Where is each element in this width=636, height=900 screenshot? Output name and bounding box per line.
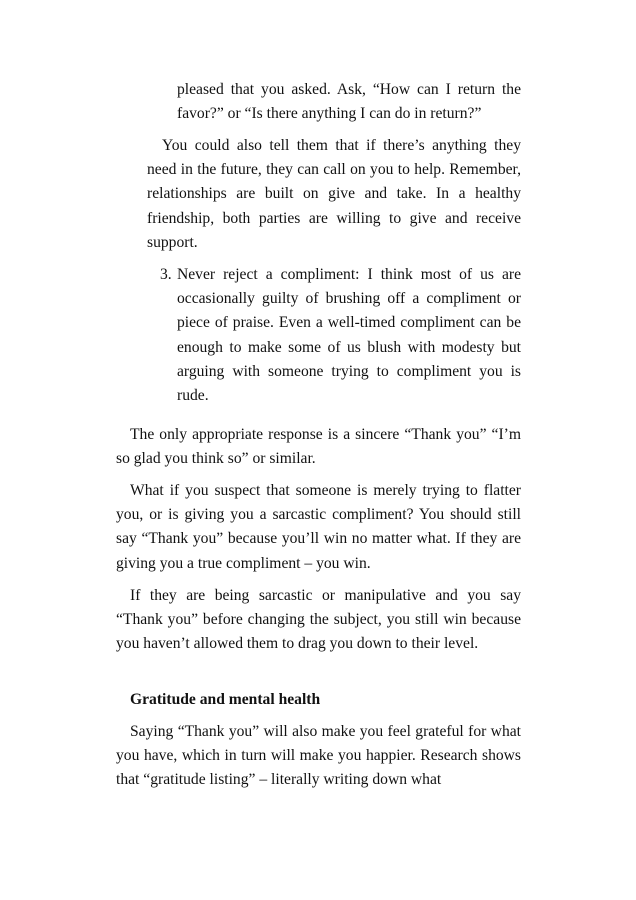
list-item-3 [160,263,521,408]
list-item-number: 3. [160,266,172,283]
body-paragraph-3: If they are being sarcastic or manipulative and you say “Thank you” before changing the subject, you still win because you haven’t allowed them to drag you down to their level. [116,587,521,653]
list-item-text: Never reject a compliment: I think most of us are occasionally guilty of brushing off a compliment or piece of praise. Even a well-timed compliment can be enough to make some of us blush with modesty but arguing with someone trying to compliment you is rude. [177,266,521,405]
section-heading: Gratitude and mental health [130,691,321,708]
body-paragraph-1: The only appropriate response is a sincere “Thank you” “I’m so glad you think so” or similar. [116,426,521,468]
body-paragraph-2: What if you suspect that someone is merely trying to flatter you, or is giving you a sarcastic compliment? You should still say “Thank you” because you’ll win no matter what. If they are giving you a true compliment – you win. [116,482,521,572]
list-item-continuation: pleased that you asked. Ask, “How can I return the favor?” or “Is there anything I can do in return?” [177,81,521,123]
section-paragraph: Saying “Thank you” will also make you feel grateful for what you have, which in turn will make you happier. Research shows that “gratitude listing” – literally writing down what [116,723,521,789]
indented-paragraph: You could also tell them that if there’s anything they need in the future, they can call on you to help. Remember, relationships are built on give and take. In a healthy friendship, both parties are willing to give and receive support. [147,137,521,251]
